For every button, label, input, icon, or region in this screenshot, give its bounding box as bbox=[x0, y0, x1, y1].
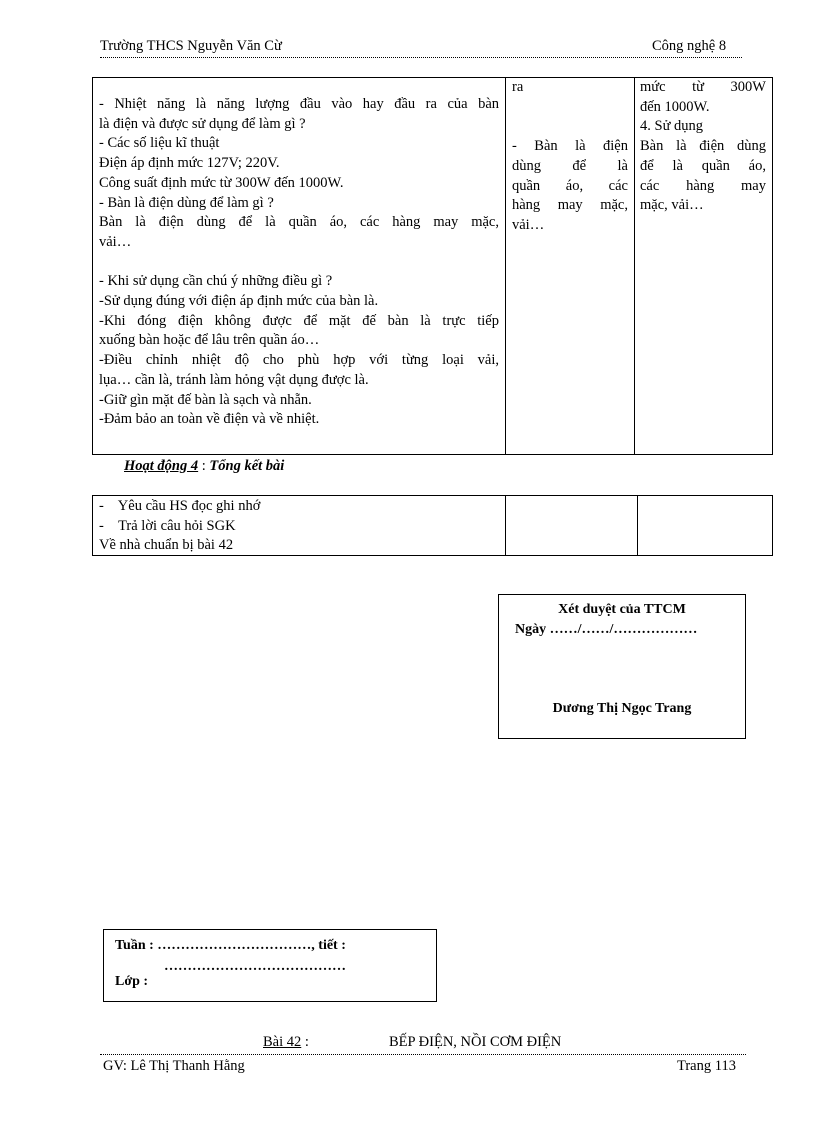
text-line: Công suất định mức từ 300W đến 1000W. bbox=[99, 174, 344, 191]
text-line: Điện áp định mức 127V; 220V. bbox=[99, 155, 280, 172]
text-line: Bàn là điện dùng để là quần áo, các hàng may mặc, bbox=[99, 214, 499, 231]
lesson-label bbox=[263, 1034, 309, 1051]
text-line: - Các số liệu kĩ thuật bbox=[99, 135, 220, 152]
text-line: - Nhiệt năng là năng lượng đầu vào hay đầu ra của bàn bbox=[99, 96, 499, 112]
lesson-separator: : bbox=[301, 1034, 309, 1050]
week-line: Tuần : ……………………………, tiết : bbox=[115, 938, 346, 953]
text-line: -Giữ gìn mặt đế bàn là sạch và nhẵn. bbox=[99, 391, 312, 408]
summary-column bbox=[99, 497, 260, 556]
approval-date: Ngày ……/……/……………… bbox=[515, 622, 698, 637]
column-divider bbox=[637, 496, 638, 555]
text-line: để là quần áo, bbox=[640, 157, 766, 174]
text-line: xuống bàn hoặc để lâu trên quần áo… bbox=[99, 332, 320, 349]
approver-name: Dương Thị Ngọc Trang bbox=[552, 701, 692, 716]
approval-title: Xét duyệt của TTCM bbox=[558, 602, 686, 617]
text-line: lụa… cần là, tránh làm hỏng vật dụng được là. bbox=[99, 371, 369, 388]
text-line: - Trả lời câu hỏi SGK bbox=[99, 517, 236, 534]
text-line: mặc, vải… bbox=[640, 197, 704, 214]
summary-table bbox=[92, 495, 773, 556]
text-line: 4. Sử dụng bbox=[640, 118, 704, 135]
text-line: vải… bbox=[99, 233, 132, 250]
approval-box bbox=[498, 594, 746, 739]
class-line: Lớp : bbox=[115, 974, 149, 989]
text-line: - Bàn là điện dùng để làm gì ? bbox=[99, 194, 274, 211]
blank-line bbox=[99, 253, 499, 273]
student-column bbox=[512, 78, 628, 236]
text-line: các hàng may bbox=[640, 177, 766, 194]
text-line: Về nhà chuẩn bị bài 42 bbox=[99, 537, 234, 553]
column-divider bbox=[505, 496, 506, 555]
content-column bbox=[99, 95, 499, 430]
text-line: -Đảm bảo an toàn về điện và về nhiệt. bbox=[99, 411, 320, 428]
spacer bbox=[512, 98, 628, 137]
week-dots: ………………………………… bbox=[164, 959, 346, 974]
text-line: là điện và được sử dụng để làm gì ? bbox=[99, 115, 306, 132]
text-line: quần áo, các bbox=[512, 177, 628, 194]
text-line: ra bbox=[512, 79, 524, 95]
column-divider bbox=[505, 78, 506, 454]
content-table bbox=[92, 77, 773, 455]
text-line: -Khi đóng điện không được để mặt đế bàn là trực tiếp bbox=[99, 312, 499, 329]
lesson-number: Bài 42 bbox=[263, 1034, 302, 1050]
header-rule bbox=[100, 57, 742, 58]
text-line: - Yêu cầu HS đọc ghi nhớ bbox=[99, 498, 261, 514]
text-line: -Sử dụng đúng với điện áp định mức của bàn là. bbox=[99, 293, 379, 310]
text-line: hàng may mặc, bbox=[512, 197, 628, 214]
lesson-title: BẾP ĐIỆN, NỒI CƠM ĐIỆN bbox=[389, 1034, 562, 1050]
summary-column bbox=[640, 78, 766, 216]
teacher-name: GV: Lê Thị Thanh Hằng bbox=[103, 1058, 245, 1074]
text-line: Bàn là điện dùng bbox=[640, 138, 766, 155]
activity-label: Hoạt động 4 bbox=[124, 458, 199, 474]
activity-title: Tổng kết bài bbox=[209, 458, 285, 474]
page-number: Trang 113 bbox=[677, 1058, 736, 1074]
text-line: - Bàn là điện bbox=[512, 138, 628, 155]
text-line: đến 1000W. bbox=[640, 98, 710, 115]
text-line: dùng để là bbox=[512, 157, 628, 174]
column-divider bbox=[634, 78, 635, 454]
text-line: -Điều chỉnh nhiệt độ cho phù hợp với từng loại vải, bbox=[99, 352, 499, 369]
activity-heading bbox=[124, 458, 284, 475]
text-line: mức từ 300W bbox=[640, 79, 766, 95]
activity-separator: : bbox=[198, 458, 210, 474]
subject-name: Công nghệ 8 bbox=[652, 38, 727, 54]
footer-rule bbox=[100, 1054, 746, 1055]
text-line: - Khi sử dụng cần chú ý những điều gì ? bbox=[99, 273, 333, 290]
text-line: vải… bbox=[512, 216, 545, 233]
week-box bbox=[103, 929, 437, 1002]
school-name: Trường THCS Nguyễn Văn Cừ bbox=[100, 38, 282, 54]
